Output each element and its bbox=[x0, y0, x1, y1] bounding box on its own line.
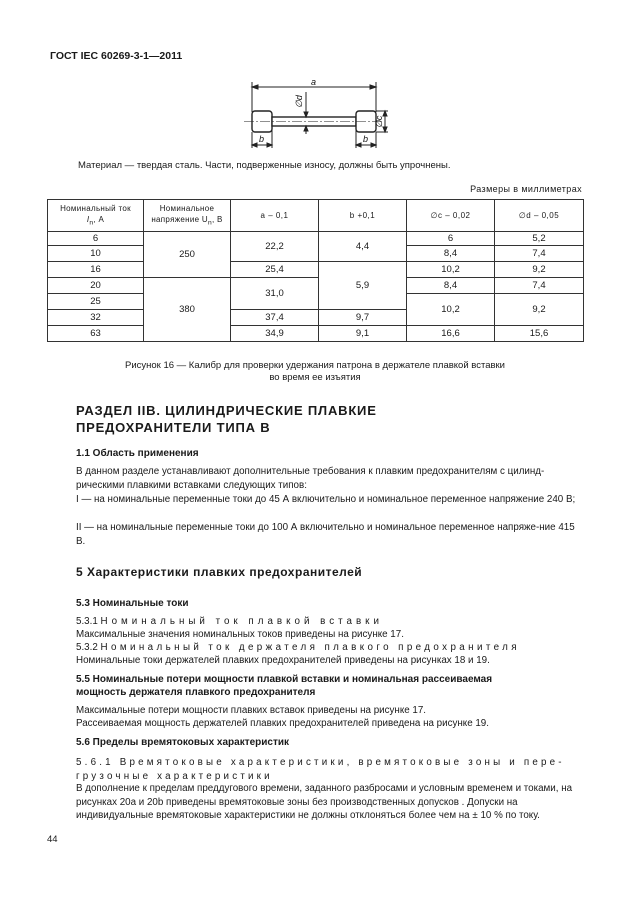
section-title bbox=[76, 402, 377, 436]
header-a: a – 0,1 bbox=[231, 200, 319, 232]
label-d: ∅d bbox=[294, 95, 304, 108]
document-header: ГОСТ IEC 60269-3-1—2011 bbox=[50, 50, 183, 62]
cell-a: 25,4 bbox=[231, 262, 319, 278]
arrow-head bbox=[252, 143, 257, 147]
paragraph-5-3-1: 5.3.1 Номинальный ток плавкой вставки bbox=[76, 616, 383, 627]
cell-c: 8,4 bbox=[407, 246, 495, 262]
units-note: Размеры в миллиметрах bbox=[470, 184, 582, 194]
heading-5-6: 5.6 Пределы времятоковых характеристик bbox=[76, 737, 290, 748]
gauge-drawing bbox=[236, 78, 396, 156]
cell-d: 9,2 bbox=[495, 262, 584, 278]
figure-caption bbox=[100, 360, 530, 384]
cell-d: 7,4 bbox=[495, 246, 584, 262]
cell-current: 25 bbox=[48, 294, 144, 310]
cell-current: 63 bbox=[48, 326, 144, 342]
section-title-line2: ПРЕДОХРАНИТЕЛИ ТИПА B bbox=[76, 420, 271, 435]
arrow-head bbox=[370, 85, 376, 89]
paragraph-5-6-1-text: В дополнение к пределам преддугового времени, заданного разбросами и условным временем и токами, на рисунках 20а и 20b приведены времятоковые зоны без производственных допусков . Допуски на индивидуальные времятоковые характеристики не должны отклоняться более чем на ± 10 % по току. bbox=[76, 783, 573, 821]
cell-a: 34,9 bbox=[231, 326, 319, 342]
heading-5: 5 Характеристики плавких предохранителей bbox=[76, 565, 363, 579]
cell-c: 10,2 bbox=[407, 262, 495, 278]
header-c: ∅c – 0,02 bbox=[407, 200, 495, 232]
table-row bbox=[48, 326, 584, 342]
paragraph-1-1-type-i: I — на номинальные переменные токи до 45 А включительно и номинальное переменное напряжение 240 В; bbox=[76, 494, 576, 505]
cell-d: 5,2 bbox=[495, 232, 584, 246]
section-title-line1: РАЗДЕЛ IIB. ЦИЛИНДРИЧЕСКИЕ ПЛАВКИЕ bbox=[76, 403, 377, 418]
cell-d: 9,2 bbox=[495, 294, 584, 326]
arrow-head bbox=[252, 85, 258, 89]
cell-voltage: 380 bbox=[144, 278, 231, 342]
material-note: Материал — твердая сталь. Части, подверженные износу, должны быть упрочнены. bbox=[78, 160, 451, 171]
label-a: a bbox=[311, 78, 317, 87]
header-b: b +0,1 bbox=[319, 200, 407, 232]
figure-caption-line1: Рисунок 16 — Калибр для проверки удержания патрона в держателе плавкой вставки bbox=[124, 360, 505, 371]
arrow-head bbox=[304, 126, 308, 131]
cell-current: 10 bbox=[48, 246, 144, 262]
header-d: ∅d – 0,05 bbox=[495, 200, 584, 232]
paragraph-5-5-2: Рассеиваемая мощность держателей плавких предохранителей приведена на рисунке 19. bbox=[76, 718, 489, 729]
cell-b: 5,9 bbox=[319, 262, 407, 310]
paragraph-5-3-2: 5.3.2 Номинальный ток держателя плавкого предохранителя bbox=[76, 642, 520, 653]
label-b-left: b bbox=[259, 134, 265, 144]
cell-a: 31,0 bbox=[231, 278, 319, 310]
cell-c: 8,4 bbox=[407, 278, 495, 294]
paragraph-5-3-2-text: Номинальные токи держателей плавких предохранителей приведены на рисунках 18 и 19. bbox=[76, 655, 490, 666]
cell-a: 37,4 bbox=[231, 310, 319, 326]
cell-b: 9,1 bbox=[319, 326, 407, 342]
paragraph-5-6-1-title: 5.6.1 Времятоковые характеристики, времятоковые зоны и пере- грузочные характеристики bbox=[76, 757, 565, 782]
header-rated-current: Номинальный ток $I_n$, А bbox=[48, 200, 144, 232]
table-row bbox=[48, 262, 584, 278]
paragraph-1-1-type-ii: II — на номинальные переменные токи до 100 А включительно и номинальное переменное напряже-ние 415 В. bbox=[76, 522, 575, 547]
paragraph-1-1-intro: В данном разделе устанавливают дополнительные требования к плавким предохранителям с цилинд-рическими плавкими вставками следующих типов: bbox=[76, 466, 545, 491]
cell-c: 10,2 bbox=[407, 294, 495, 326]
cell-d: 7,4 bbox=[495, 278, 584, 294]
cell-b: 9,7 bbox=[319, 310, 407, 326]
heading-1-1: 1.1 Область применения bbox=[76, 448, 199, 459]
cell-current: 16 bbox=[48, 262, 144, 278]
cell-b: 4,4 bbox=[319, 232, 407, 262]
figure-caption-line2: во время ее изъятия bbox=[269, 372, 361, 383]
heading-5-3: 5.3 Номинальные токи bbox=[76, 598, 189, 609]
header-rated-voltage: Номинальное напряжение $U_n$, В bbox=[144, 200, 231, 232]
label-b-right: b bbox=[363, 134, 369, 144]
arrow-head bbox=[371, 143, 376, 147]
cell-current: 20 bbox=[48, 278, 144, 294]
cell-current: 6 bbox=[48, 232, 144, 246]
label-c: ∅c bbox=[374, 115, 384, 128]
dimensions-table bbox=[47, 199, 584, 342]
table-row bbox=[48, 232, 584, 246]
arrow-head bbox=[356, 143, 361, 147]
cell-c: 6 bbox=[407, 232, 495, 246]
page-number: 44 bbox=[47, 834, 58, 845]
paragraph-5-5-1: Максимальные потери мощности плавких вставок приведены на рисунке 17. bbox=[76, 705, 427, 716]
cell-c: 16,6 bbox=[407, 326, 495, 342]
paragraph-5-3-1-text: Максимальные значения номинальных токов приведены на рисунке 17. bbox=[76, 629, 404, 640]
arrow-head bbox=[267, 143, 272, 147]
arrow-head bbox=[304, 112, 308, 117]
cell-voltage: 250 bbox=[144, 232, 231, 278]
table-header-row bbox=[48, 200, 584, 232]
table-row bbox=[48, 278, 584, 294]
arrow-head bbox=[383, 111, 387, 116]
cell-current: 32 bbox=[48, 310, 144, 326]
cell-a: 22,2 bbox=[231, 232, 319, 262]
cell-d: 15,6 bbox=[495, 326, 584, 342]
heading-5-5: 5.5 Номинальные потери мощности плавкой вставки и номинальная рассеиваемая мощность держателя плавкого предохранителя bbox=[76, 674, 493, 698]
